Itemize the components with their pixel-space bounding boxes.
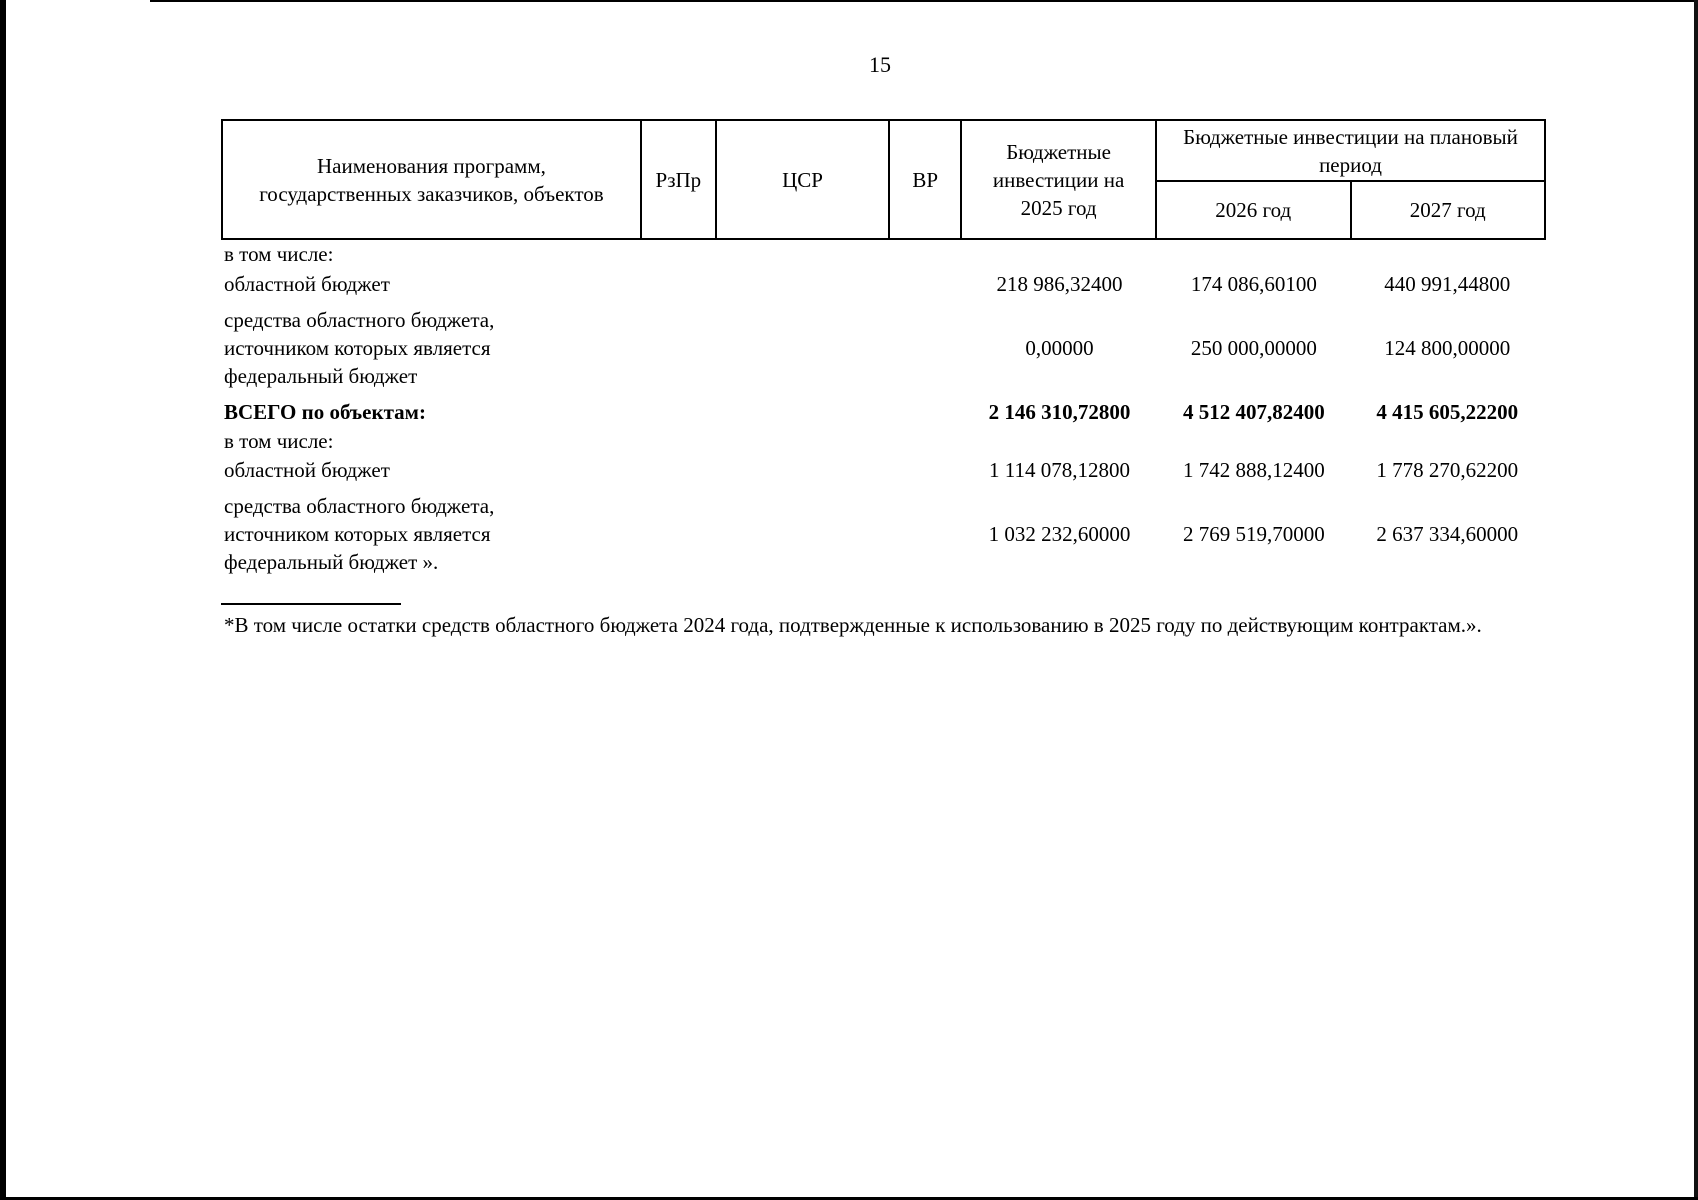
value-2026: 1 742 888,12400 [1183,458,1325,482]
table-row [224,300,1544,396]
scan-border-left [0,0,6,1200]
value-2027: 440 991,44800 [1384,272,1511,296]
value-2027: 124 800,00000 [1384,336,1511,360]
table-header [221,119,1546,240]
row-label: ВСЕГО по объектам: [224,400,426,424]
value-2025: 2 146 310,72800 [988,400,1131,424]
value-2026: 250 000,00000 [1190,336,1317,360]
column-header-2026: 2026 год [1156,181,1350,239]
table-row [224,268,1544,300]
table-body [224,240,1544,582]
column-header-rzpr: РзПр [641,120,716,239]
page-number: 15 [869,52,891,77]
scan-border-right [1694,0,1698,1200]
table-row [224,486,1544,582]
table-row-total [224,396,1544,428]
row-label: в том числе: [224,242,334,266]
footnote-separator [221,603,401,605]
column-header-2025: Бюджетные инвестиции на 2025 год [961,120,1156,239]
row-label: областной бюджет [224,458,390,482]
column-header-name: Наименования программ, государственных заказчиков, объектов [222,120,641,239]
value-2025: 1 114 078,12800 [988,458,1130,482]
value-2025: 218 986,32400 [996,272,1123,296]
column-header-vr: ВР [889,120,961,239]
table-row [224,454,1544,486]
scan-border-top [150,0,1698,2]
table-row [224,240,1544,268]
value-2026: 174 086,60100 [1190,272,1317,296]
row-label: средства областного бюджета, источником которых является федеральный бюджет [224,308,495,388]
column-header-2027: 2027 год [1351,181,1546,239]
table-row [224,428,1544,454]
value-2025: 0,00000 [1025,336,1094,360]
value-2026: 2 769 519,70000 [1183,522,1325,546]
value-2026: 4 512 407,82400 [1183,400,1325,424]
row-label: областной бюджет [224,272,390,296]
row-label: в том числе: [224,429,334,453]
row-label: средства областного бюджета, источником которых является федеральный бюджет ». [224,494,495,574]
value-2027: 2 637 334,60000 [1376,522,1519,546]
value-2027: 4 415 605,22200 [1376,400,1519,424]
column-header-planned-period: Бюджетные инвестиции на плановый период [1156,120,1545,181]
value-2025: 1 032 232,60000 [988,522,1131,546]
column-header-csr: ЦСР [716,120,890,239]
value-2027: 1 778 270,62200 [1376,458,1519,482]
footnote: *В том числе остатки средств областного бюджета 2024 года, подтвержденные к использованию в 2025 году по действующим контрактам.». [224,613,1482,637]
